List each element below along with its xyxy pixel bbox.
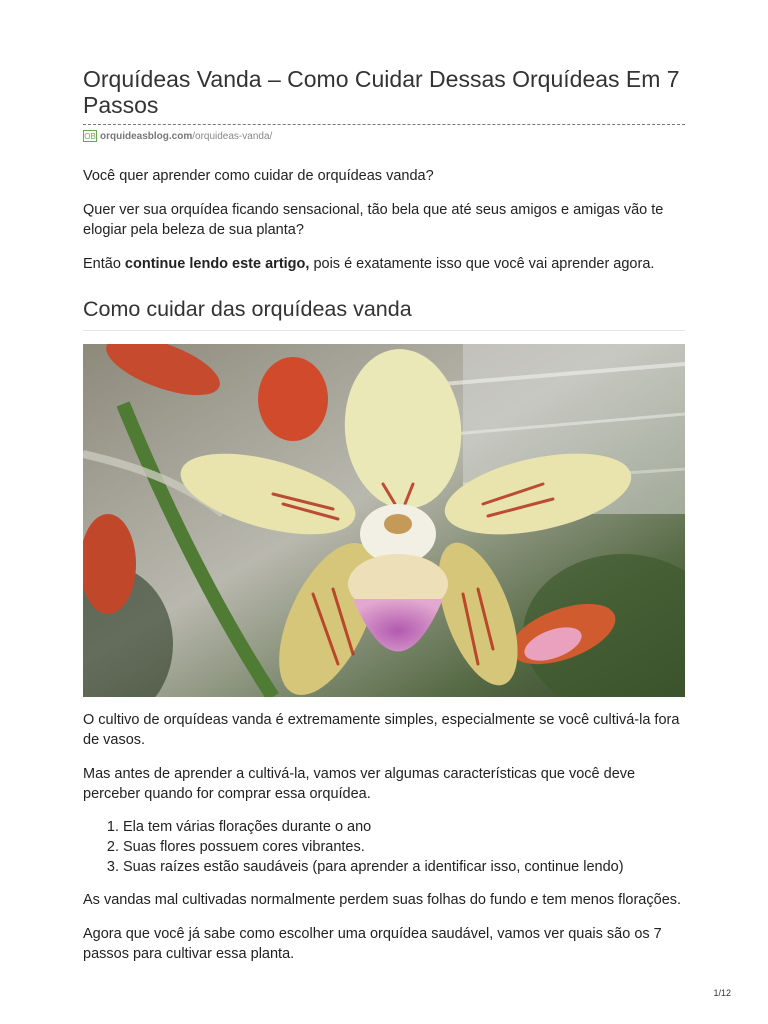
paragraph-cultivo: O cultivo de orquídeas vanda é extremamente simples, especialmente se você cultivá-la fora de vasos.: [83, 712, 680, 748]
orchid-photo: [83, 344, 685, 697]
title-divider: [83, 124, 685, 125]
article: [83, 66, 685, 964]
paragraph-vandas: As vandas mal cultivadas normalmente perdem suas folhas do fundo e tem menos florações.: [83, 892, 682, 908]
list-item: 3. Suas raízes estão saudáveis (para aprender a identificar isso, continue lendo): [123, 857, 685, 877]
cta-after: pois é exatamente isso que você vai aprender agora.: [309, 256, 655, 272]
cta-before: Então: [83, 256, 125, 272]
intro-paragraph: Quer ver sua orquídea ficando sensacional, tão bela que até seus amigos e amigas vão te elogiar pela beleza de sua planta?: [83, 202, 664, 238]
intro-question: Você quer aprender como cuidar de orquídeas vanda?: [83, 168, 434, 184]
article-title: Orquídeas Vanda – Como Cuidar Dessas Orquídeas Em 7 Passos: [83, 66, 680, 118]
source-domain: orquideasblog.com: [100, 130, 193, 142]
source-link[interactable]: [83, 129, 685, 143]
source-path: /orquideas-vanda/: [192, 130, 273, 142]
list-item: 2. Suas flores possuem cores vibrantes.: [123, 837, 685, 857]
section-heading: Como cuidar das orquídeas vanda: [83, 296, 685, 331]
intro-call-to-action: [83, 254, 685, 274]
site-logo-icon: OB: [84, 132, 96, 141]
page-number: 1/12: [713, 988, 731, 998]
cta-bold: continue lendo este artigo,: [124, 256, 310, 272]
checklist: [83, 817, 685, 877]
paragraph-antes: Mas antes de aprender a cultivá-la, vamos ver algumas características que você deve perceber quando for comprar essa orquídea.: [83, 766, 636, 802]
paragraph-agora: Agora que você já sabe como escolher uma orquídea saudável, vamos ver quais são os 7 passos para cultivar essa planta.: [83, 926, 662, 962]
list-item: 1. Ela tem várias florações durante o ano: [123, 817, 685, 837]
